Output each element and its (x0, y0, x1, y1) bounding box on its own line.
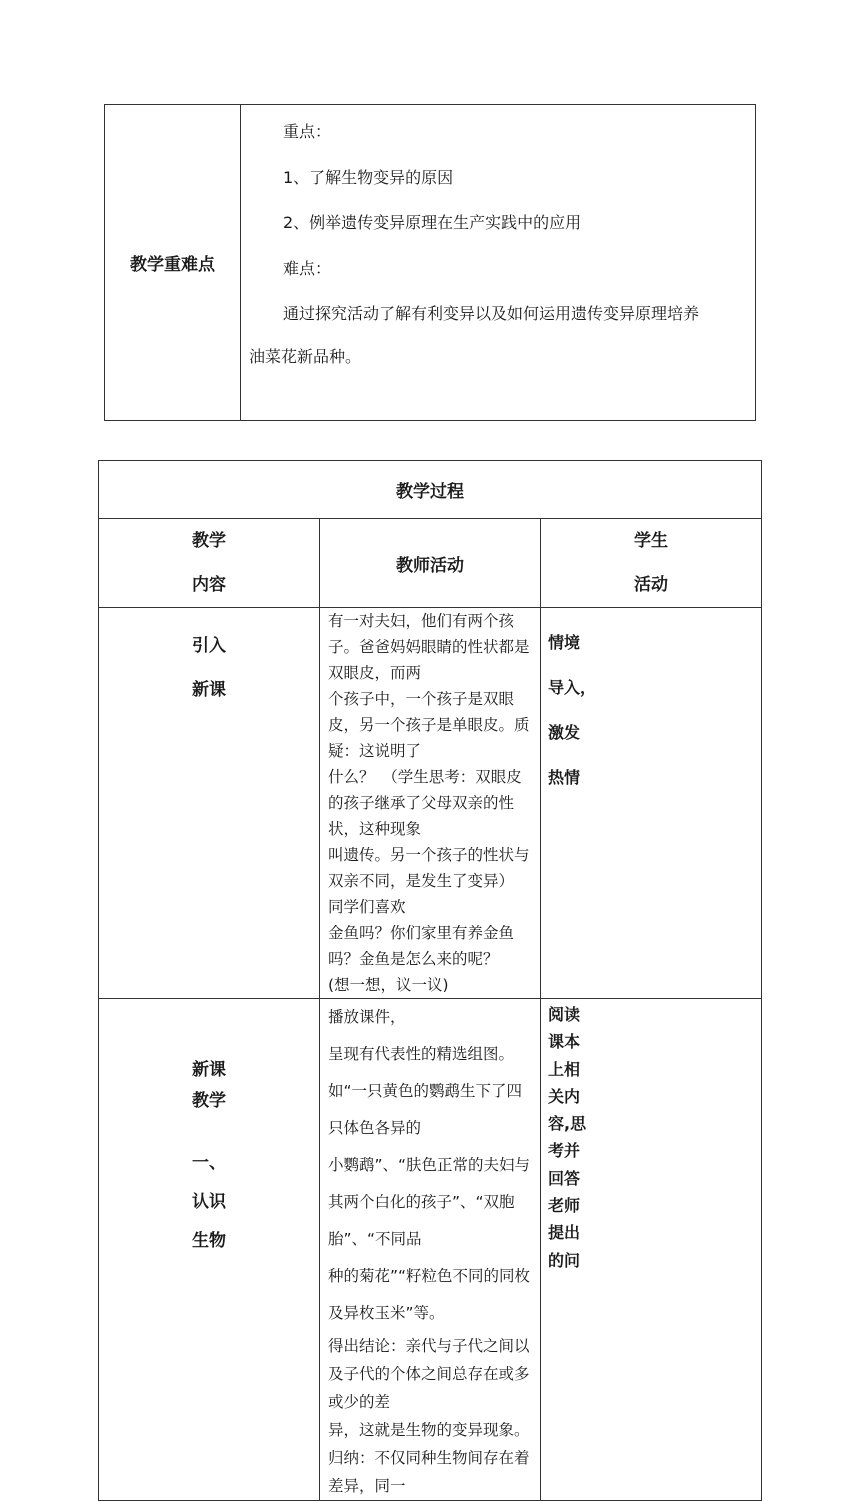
new-lesson-head-line: 新课 (192, 1060, 226, 1080)
process-title: 教学过程 (99, 461, 762, 519)
new-lesson-student-line: 老师 (548, 1196, 581, 1216)
new-lesson-line: 呈现有代表性的精选组图。如“一只黄色的鹦鹉生下了四只体色各异的 (328, 1045, 523, 1137)
intro-line: 有一对夫妇，他们有两个孩子。爸爸妈妈眼睛的性状都是双眼皮，而两 (328, 612, 530, 682)
new-lesson-student-line: 考并 (548, 1141, 581, 1161)
new-lesson-head-line: 认识 (192, 1192, 226, 1212)
new-lesson-student-line: 回答 (548, 1168, 581, 1188)
new-lesson-student-line: 阅读 (548, 1005, 581, 1024)
new-lesson-head-line: 教学 (192, 1091, 226, 1111)
new-lesson-student-line: 课本 (548, 1032, 581, 1052)
important-item: 1、了解生物变异的原因 (283, 167, 454, 187)
new-lesson-head (99, 999, 320, 1501)
intro-student-line: 导入， (548, 678, 597, 697)
intro-line: (想一想，议一议) (328, 976, 449, 994)
new-lesson-line: 异，这就是生物的变异现象。归纳：不仅同种生物间存在着差异，同一 (328, 1421, 530, 1495)
intro-student (541, 608, 762, 999)
teaching-process-table (98, 460, 762, 1501)
intro-head (99, 608, 320, 999)
new-lesson-line: 得出结论：亲代与子代之间以及子代的个体之间总存在或多或少的差 (328, 1337, 530, 1411)
header-student-col (541, 519, 762, 608)
key-points-content (241, 105, 756, 421)
new-lesson-student-line: 关内 (548, 1086, 581, 1106)
new-lesson-student-line: 的问 (548, 1250, 581, 1270)
intro-student-line: 激发 (548, 723, 581, 742)
intro-head-line: 新课 (192, 680, 226, 700)
header-content-line: 教学 (192, 531, 226, 551)
new-lesson-student-line: 提出 (548, 1223, 581, 1243)
difficult-heading: 难点： (283, 258, 332, 278)
key-points-table (104, 104, 756, 421)
difficult-text: 油菜花新品种。 (249, 346, 362, 366)
new-lesson-body (320, 999, 541, 1501)
new-lesson-head-line: 一、 (192, 1153, 226, 1173)
header-content-col (99, 519, 320, 608)
intro-line: 金鱼吗？你们家里有养金鱼吗？金鱼是怎么来的呢？ (328, 924, 515, 968)
header-content-line: 内容 (192, 575, 226, 595)
new-lesson-line: 小鹦鹉”、“肤色正常的夫妇与其两个白化的孩子”、“双胞胎”、“不同品 (328, 1156, 531, 1248)
intro-line: 个孩子中，一个孩子是双眼皮，另一个孩子是单眼皮。质疑：这说明了 (328, 690, 530, 760)
new-lesson-line: 播放课件， (328, 1008, 406, 1026)
intro-student-line: 热情 (548, 768, 581, 787)
header-teacher-col: 教师活动 (320, 519, 541, 608)
new-lesson-head-line: 生物 (192, 1231, 226, 1251)
intro-student-line: 情境 (548, 633, 581, 652)
new-lesson-student (541, 999, 762, 1501)
key-points-label: 教学重难点 (105, 105, 241, 421)
important-item: 2、例举遗传变异原理在生产实践中的应用 (283, 213, 582, 232)
header-student-line: 学生 (634, 531, 668, 551)
intro-body (320, 608, 541, 999)
table-row (99, 999, 762, 1501)
important-heading: 重点： (283, 122, 332, 141)
intro-line: 叫遗传。另一个孩子的性状与双亲不同，是发生了变异） 同学们喜欢 (328, 846, 530, 916)
new-lesson-student-line: 上相 (548, 1059, 581, 1079)
intro-head-line: 引入 (192, 636, 226, 656)
header-student-line: 活动 (634, 575, 668, 595)
intro-line: 什么？ （学生思考：双眼皮的孩子继承了父母双亲的性状，这种现象 (328, 768, 522, 838)
new-lesson-student-line: 容,思 (548, 1114, 587, 1134)
new-lesson-line: 种的菊花”“籽粒色不同的同枚及异枚玉米”等。 (328, 1267, 531, 1322)
difficult-text: 通过探究活动了解有利变异以及如何运用遗传变异原理培养 (283, 304, 700, 323)
table-row (99, 608, 762, 999)
